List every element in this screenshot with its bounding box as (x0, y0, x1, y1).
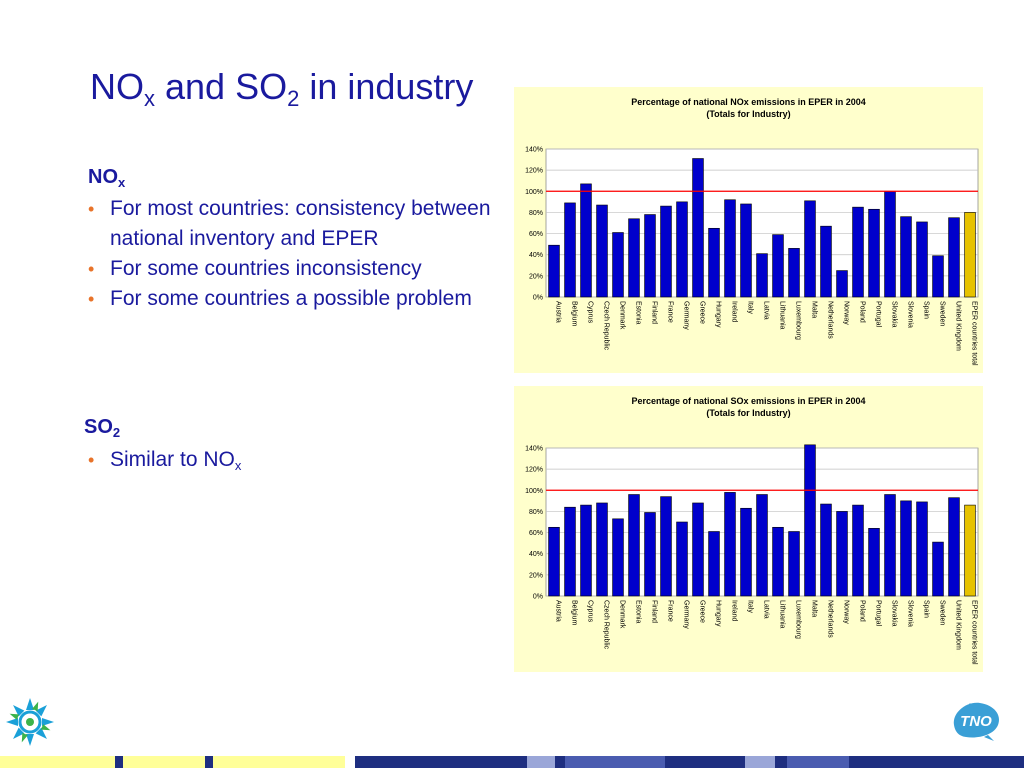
x-tick-label: Czech Republic (602, 600, 610, 650)
bar-cyprus (581, 184, 592, 297)
bar-latvia (757, 495, 768, 596)
bar-finland (645, 512, 656, 596)
x-tick-label: France (666, 301, 674, 323)
bar-poland (853, 505, 864, 596)
bar-hungary (709, 532, 720, 596)
bar-united-kingdom (949, 498, 960, 596)
y-tick-label: 40% (528, 551, 543, 559)
footer-color-bar (0, 756, 1024, 768)
bar-estonia (629, 495, 640, 596)
x-tick-label: Austria (554, 301, 562, 323)
bar-greece (693, 503, 704, 596)
y-tick-label: 20% (528, 273, 543, 281)
so2-bullet-list (88, 445, 508, 481)
bar-greece (693, 159, 704, 297)
x-tick-label: Estonia (634, 600, 642, 624)
y-tick-label: 100% (525, 487, 543, 495)
x-tick-label: Hungary (714, 600, 722, 627)
x-tick-label: Portugal (874, 301, 882, 328)
x-tick-label: Belgium (570, 600, 578, 626)
chart-subtitle: (Totals for Industry) (706, 408, 791, 418)
y-tick-label: 80% (528, 508, 543, 516)
bar-poland (853, 207, 864, 297)
y-tick-label: 80% (528, 209, 543, 217)
bar-cyprus (581, 505, 592, 596)
x-tick-label: Slovakia (890, 600, 898, 627)
bar-germany (677, 202, 688, 297)
y-tick-label: 20% (528, 572, 543, 580)
x-tick-label: EPER countries total (970, 301, 978, 366)
x-tick-label: Greece (698, 301, 706, 324)
x-tick-label: Estonia (634, 301, 642, 325)
x-tick-label: Netherlands (826, 301, 834, 339)
x-tick-label: Germany (682, 301, 690, 330)
bar-portugal (869, 209, 880, 297)
bar-italy (741, 204, 752, 297)
bar-denmark (613, 233, 624, 297)
bar-hungary (709, 228, 720, 297)
x-tick-label: Cyprus (586, 301, 594, 324)
chart-subtitle: (Totals for Industry) (706, 109, 791, 119)
y-tick-label: 140% (525, 445, 543, 453)
bar-france (661, 497, 672, 596)
x-tick-label: Malta (810, 301, 818, 319)
sox-chart (514, 386, 983, 672)
bar-luxembourg (789, 248, 800, 297)
x-tick-label: Finland (650, 301, 658, 324)
y-tick-label: 140% (525, 146, 543, 154)
bar-sweden (933, 256, 944, 297)
x-tick-label: Luxembourg (794, 600, 802, 639)
x-tick-label: Greece (698, 600, 706, 623)
bar-slovakia (885, 191, 896, 297)
x-tick-label: Spain (922, 600, 930, 618)
x-tick-label: Germany (682, 600, 690, 629)
bar-latvia (757, 254, 768, 297)
so2-heading: $SO_2$ (84, 416, 121, 440)
x-tick-label: Belgium (570, 301, 578, 327)
y-tick-label: 60% (528, 231, 543, 239)
x-tick-label: Cyprus (586, 600, 594, 623)
bar-united-kingdom (949, 218, 960, 297)
bar-norway (837, 271, 848, 297)
bar-germany (677, 522, 688, 596)
x-tick-label: United Kingdom (954, 301, 962, 351)
x-tick-label: Netherlands (826, 600, 834, 638)
x-tick-label: Latvia (762, 301, 770, 320)
x-tick-label: Ireland (730, 301, 738, 323)
bar-finland (645, 215, 656, 297)
x-tick-label: Malta (810, 600, 818, 618)
chart-title: Percentage of national NOx emissions in EPER in 2004 (631, 97, 866, 107)
bar-denmark (613, 519, 624, 596)
nox-chart (514, 87, 983, 373)
x-tick-label: Spain (922, 301, 930, 319)
x-tick-label: Slovenia (906, 301, 914, 328)
nox-bullet: • For most countries: consistency between national inventory and EPER (88, 194, 508, 254)
x-tick-label: Slovakia (890, 301, 898, 328)
bar-czech-republic (597, 205, 608, 297)
bar-slovenia (901, 217, 912, 297)
y-tick-label: 60% (528, 530, 543, 538)
x-tick-label: Sweden (938, 600, 946, 626)
bar-malta (805, 445, 816, 596)
x-tick-label: Lithuania (778, 301, 786, 330)
bar-luxembourg (789, 532, 800, 596)
bar-spain (917, 502, 928, 596)
x-tick-label: Finland (650, 600, 658, 623)
bar-belgium (565, 507, 576, 596)
bar-slovenia (901, 501, 912, 596)
nox-heading: $NO_x$ (88, 166, 126, 190)
nox-bullet: • For some countries inconsistency (88, 254, 508, 284)
bar-czech-republic (597, 503, 608, 596)
x-tick-label: Luxembourg (794, 301, 802, 340)
y-tick-label: 100% (525, 188, 543, 196)
svg-text:TNO: TNO (960, 713, 992, 730)
bar-italy (741, 508, 752, 596)
sox-chart-panel (514, 386, 983, 672)
y-tick-label: 120% (525, 466, 543, 474)
bar-netherlands (821, 504, 832, 596)
chart-title: Percentage of national SOx emissions in EPER in 2004 (631, 396, 866, 406)
x-tick-label: Italy (746, 301, 754, 314)
bar-austria (549, 245, 560, 297)
eea-sun-logo-icon (4, 696, 56, 753)
bar-lithuania (773, 527, 784, 596)
x-tick-label: Austria (554, 600, 562, 622)
nox-bullet-list (88, 194, 508, 314)
y-tick-label: 120% (525, 167, 543, 175)
x-tick-label: Norway (842, 301, 850, 325)
bar-belgium (565, 203, 576, 297)
x-tick-label: Portugal (874, 600, 882, 627)
bar-ireland (725, 200, 736, 297)
x-tick-label: Italy (746, 600, 754, 613)
x-tick-label: Norway (842, 600, 850, 624)
bar-portugal (869, 528, 880, 596)
y-tick-label: 40% (528, 252, 543, 260)
bar-lithuania (773, 235, 784, 297)
x-tick-label: United Kingdom (954, 600, 962, 650)
bar-eper-countries-total (965, 505, 976, 596)
x-tick-label: Denmark (618, 301, 626, 330)
x-tick-label: Czech Republic (602, 301, 610, 351)
x-tick-label: Hungary (714, 301, 722, 328)
bar-slovakia (885, 495, 896, 596)
bar-austria (549, 527, 560, 596)
slide-title: $NO_x$ and $SO_2$ in industry (90, 66, 474, 111)
bar-eper-countries-total (965, 212, 976, 297)
bar-malta (805, 201, 816, 297)
x-tick-label: Latvia (762, 600, 770, 619)
nox-bullet: • For some countries a possible problem (88, 284, 508, 314)
bar-spain (917, 222, 928, 297)
so2-bullet: • Similar to $NO_x$ (88, 445, 508, 481)
bar-france (661, 206, 672, 297)
x-tick-label: France (666, 600, 674, 622)
bar-ireland (725, 492, 736, 596)
x-tick-label: Lithuania (778, 600, 786, 629)
bar-sweden (933, 542, 944, 596)
x-tick-label: Ireland (730, 600, 738, 622)
bar-netherlands (821, 226, 832, 297)
y-tick-label: 0% (532, 593, 543, 601)
y-tick-label: 0% (532, 294, 543, 302)
bar-norway (837, 511, 848, 596)
x-tick-label: Sweden (938, 301, 946, 327)
tno-logo-icon (948, 695, 1004, 748)
bar-estonia (629, 219, 640, 297)
nox-chart-panel (514, 87, 983, 373)
x-tick-label: Poland (858, 301, 866, 323)
x-tick-label: Slovenia (906, 600, 914, 627)
x-tick-label: Denmark (618, 600, 626, 629)
x-tick-label: Poland (858, 600, 866, 622)
x-tick-label: EPER countries total (970, 600, 978, 665)
